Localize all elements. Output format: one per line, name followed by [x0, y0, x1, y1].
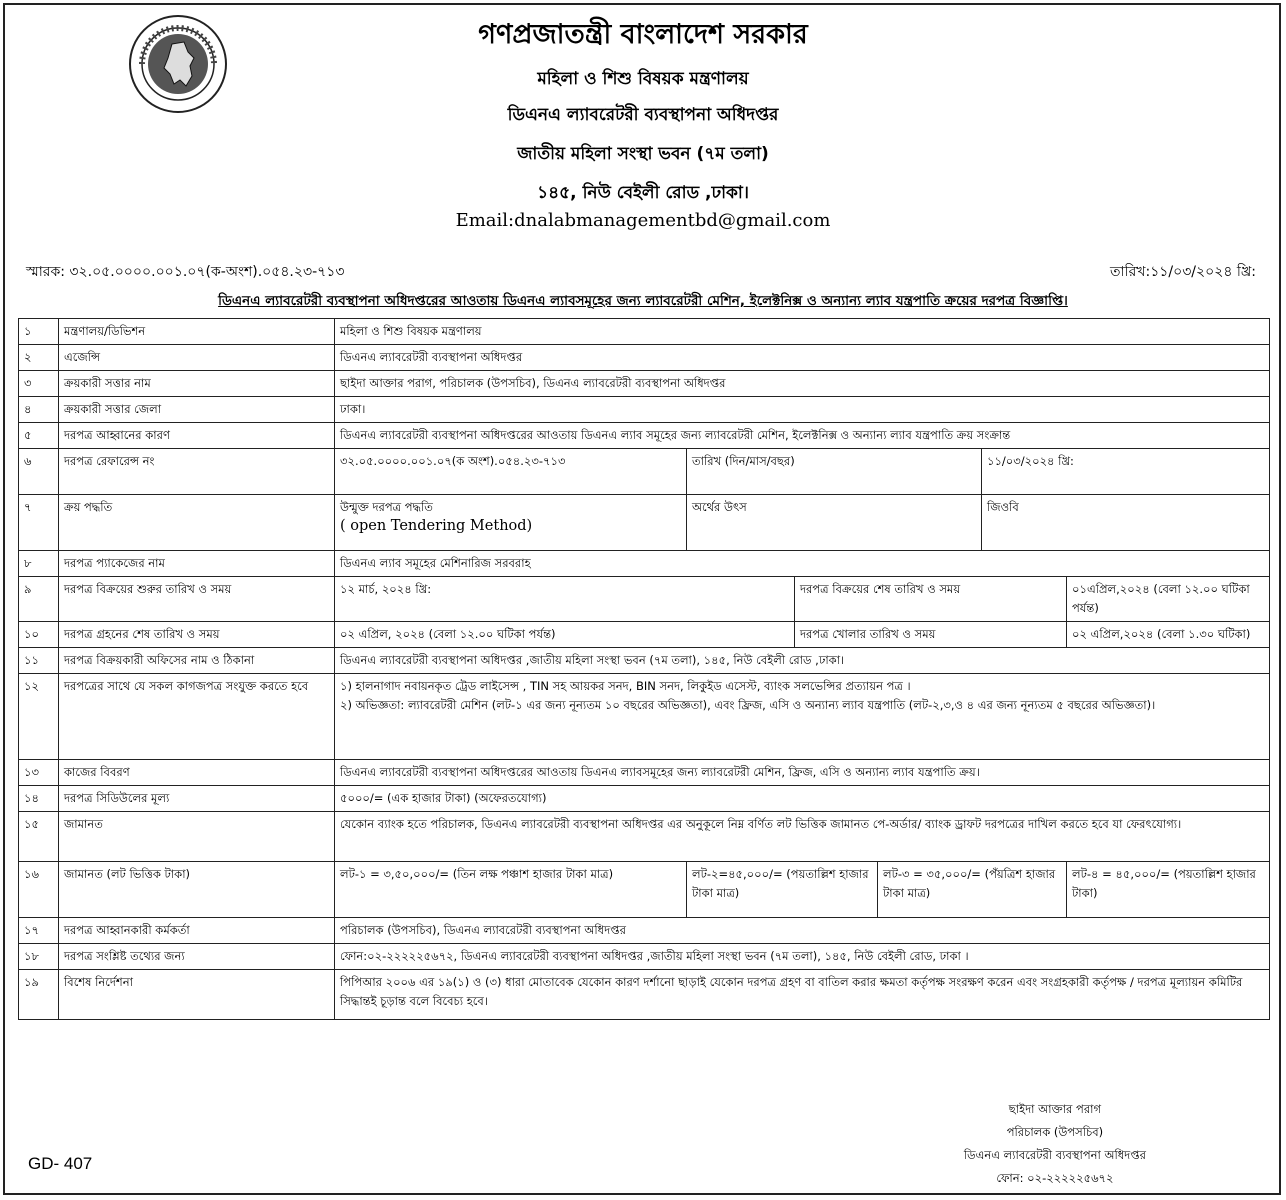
row-value: যেকোন ব্যাংক হতে পরিচালক, ডিএনএ ল্যাবরেটরী ব্যবস্থাপনা অধিদপ্তর এর অনুকূলে নিম্ন বর্ণিত লট ভিত্তিক জামানত পে-অর্ডার/ ব্যাংক ড্রাফট দরপত্রের দাখিল করতে হবে যা ফেরৎযোগ্য।	[335, 812, 1270, 862]
signature-block	[964, 1098, 1146, 1190]
lot-1-security: লট-১ = ৩,৫০,০০০/= (তিন লক্ষ পঞ্চাশ হাজার টাকা মাত্র)	[335, 862, 687, 918]
table-row	[19, 648, 1270, 674]
row-value: ০২ এপ্রিল, ২০২৪ (বেলা ১২.০০ ঘটিকা পর্যন্ত)	[335, 622, 795, 648]
row-label: মন্ত্রণালয়/ডিভিশন	[59, 319, 335, 345]
row-value: ঢাকা।	[335, 397, 1270, 423]
memo-reference: স্মারক: ৩২.০৫.০০০০.০০১.০৭(ক-অংশ).০৫৪.২৩-৭১৩	[26, 264, 345, 280]
row-label-secondary: দরপত্র বিক্রয়ের শেষ তারিখ ও সময়	[795, 577, 1067, 622]
row-number: ১	[19, 319, 59, 345]
row-number: ১৫	[19, 812, 59, 862]
row-label: দরপত্র প্যাকেজের নাম	[59, 551, 335, 577]
row-value-secondary: ১১/০৩/২০২৪ খ্রি:	[982, 449, 1270, 495]
table-row	[19, 944, 1270, 970]
row-number: ৮	[19, 551, 59, 577]
row-label-secondary: অর্থের উৎস	[687, 495, 982, 551]
row-label-secondary: দরপত্র খোলার তারিখ ও সময়	[795, 622, 1067, 648]
table-row	[19, 449, 1270, 495]
gd-code: GD- 407	[28, 1154, 93, 1173]
row-number: ৯	[19, 577, 59, 622]
row-number: ১৭	[19, 918, 59, 944]
table-row	[19, 918, 1270, 944]
government-title: গণপ্রজাতন্ত্রী বাংলাদেশ সরকার	[478, 19, 808, 50]
row-value: ১২ মার্চ, ২০২৪ খ্রি:	[335, 577, 795, 622]
row-number: ৫	[19, 423, 59, 449]
lot-2-security: লট-২=৪৫,০০০/= (পয়তাল্লিশ হাজার টাকা মাত্র)	[687, 862, 878, 918]
row-value: ডিএনএ ল্যাবরেটরী ব্যবস্থাপনা অধিদপ্তর	[335, 345, 1270, 371]
row-number: ১৩	[19, 760, 59, 786]
row-label: ক্রয়কারী সত্তার নাম	[59, 371, 335, 397]
row-label: দরপত্র সংশ্লিষ্ট তথ্যের জন্য	[59, 944, 335, 970]
row-value: ৫০০০/= (এক হাজার টাকা) (অফেরতযোগ্য)	[335, 786, 1270, 812]
row-value	[335, 495, 687, 551]
table-row	[19, 622, 1270, 648]
row-label: দরপত্র সিডিউলের মূল্য	[59, 786, 335, 812]
row-number: ১২	[19, 674, 59, 760]
row-label: দরপত্র বিক্রয়কারী অফিসের নাম ও ঠিকানা	[59, 648, 335, 674]
signatory-phone: ফোন: ০২-২২২২২৫৬৭২	[996, 1171, 1114, 1185]
row-number: ৪	[19, 397, 59, 423]
department-name: ডিএনএ ল্যাবরেটরী ব্যবস্থাপনা অধিদপ্তর	[507, 105, 779, 125]
required-documents: ১) হালনাগাদ নবায়নকৃত ট্রেড লাইসেন্স , TIN সহ আয়কর সনদ, BIN সনদ, লিকুইড এসেস্ট, ব্যাংক সলভেন্সির প্রত্যায়ন পত্র ।	[340, 679, 911, 693]
row-value: মহিলা ও শিশু বিষয়ক মন্ত্রণালয়	[335, 319, 1270, 345]
signatory-office: ডিএনএ ল্যাবরেটরী ব্যবস্থাপনা অধিদপ্তর	[963, 1148, 1146, 1162]
table-row	[19, 970, 1270, 1020]
table-row	[19, 862, 1270, 918]
row-number: ১৪	[19, 786, 59, 812]
lot-3-security: লট-৩ = ৩৫,০০০/= (পঁয়ত্রিশ হাজার টাকা মাত্র)	[878, 862, 1067, 918]
table-row	[19, 371, 1270, 397]
row-value: পরিচালক (উপসচিব), ডিএনএ ল্যাবরেটরী ব্যবস্থাপনা অধিদপ্তর	[335, 918, 1270, 944]
procurement-method: উন্মুক্ত দরপত্র পদ্ধতি	[340, 500, 433, 514]
row-number: ৩	[19, 371, 59, 397]
row-label: বিশেষ নির্দেশনা	[59, 970, 335, 1020]
row-value-secondary: ০১এপ্রিল,২০২৪ (বেলা ১২.০০ ঘটিকা পর্যন্ত)	[1067, 577, 1270, 622]
ministry-name: মহিলা ও শিশু বিষয়ক মন্ত্রণালয়	[537, 69, 749, 89]
lot-4-security: লট-৪ = ৪৫,০০০/= (পয়তাল্লিশ হাজার টাকা)	[1067, 862, 1270, 918]
row-number: ৬	[19, 449, 59, 495]
row-label: জামানত (লট ভিত্তিক টাকা)	[59, 862, 335, 918]
table-row	[19, 760, 1270, 786]
office-address: ১৪৫, নিউ বেইলী রোড ,ঢাকা।	[537, 183, 749, 203]
row-number: ১৬	[19, 862, 59, 918]
row-label: এজেন্সি	[59, 345, 335, 371]
table-row	[19, 345, 1270, 371]
row-number: ১০	[19, 622, 59, 648]
row-label: দরপত্র আহ্বানের কারণ	[59, 423, 335, 449]
row-label: দরপত্র বিক্রয়ের শুরুর তারিখ ও সময়	[59, 577, 335, 622]
row-value: ডিএনএ ল্যাবরেটরী ব্যবস্থাপনা অধিদপ্তরের আওতায় ডিএনএ ল্যাব সমূহের জন্য ল্যাবরেটরী মেশিন, ইলেক্টনিক্স ও অন্যান্য ল্যাব যন্ত্রপাতি ক্রয় সংক্রান্ত	[335, 423, 1270, 449]
signatory-name: ছাইদা আক্তার পরাগ	[1008, 1102, 1102, 1116]
table-row	[19, 397, 1270, 423]
table-row	[19, 423, 1270, 449]
row-value: ছাইদা আক্তার পরাগ, পরিচালক (উপসচিব), ডিএনএ ল্যাবরেটরী ব্যবস্থাপনা অধিদপ্তর	[335, 371, 1270, 397]
row-number: ১৮	[19, 944, 59, 970]
row-value: ফোন:০২-২২২২২৫৬৭২, ডিএনএ ল্যাবরেটরী ব্যবস্থাপনা অধিদপ্তর ,জাতীয় মহিলা সংস্থা ভবন (৭ম তলা), ১৪৫, নিউ বেইলী রোড, ঢাকা ।	[335, 944, 1270, 970]
required-experience: ২) অভিজ্ঞতা: ল্যাবরেটরী মেশিন (লট-১ এর জন্য নূন্যতম ১০ বছরের অভিজ্ঞতা), এবং ফ্রিজ, এসি ও অন্যান্য ল্যাব যন্ত্রপাতি (লট-২,৩,ও ৪ এর জন্য নূন্যতম ৫ বছরের অভিজ্ঞতা)।	[340, 698, 1156, 712]
row-label: কাজের বিবরণ	[59, 760, 335, 786]
row-label: ক্রয়কারী সত্তার জেলা	[59, 397, 335, 423]
row-number: ১৯	[19, 970, 59, 1020]
row-value-secondary: ০২ এপ্রিল,২০২৪ (বেলা ১.৩০ ঘটিকা)	[1067, 622, 1270, 648]
row-label: দরপত্র গ্রহনের শেষ তারিখ ও সময়	[59, 622, 335, 648]
row-value: ডিএনএ ল্যাব সমূহের মেশিনারিজ সরবরাহ	[335, 551, 1270, 577]
building-name: জাতীয় মহিলা সংস্থা ভবন (৭ম তলা)	[517, 144, 769, 164]
row-value	[335, 674, 1270, 760]
table-row	[19, 551, 1270, 577]
row-value-secondary: জিওবি	[982, 495, 1270, 551]
table-row	[19, 786, 1270, 812]
procurement-method-english: ( open Tendering Method)	[340, 518, 533, 534]
tender-table	[18, 318, 1270, 1020]
row-label-secondary: তারিখ (দিন/মাস/বছর)	[687, 449, 982, 495]
table-row	[19, 495, 1270, 551]
row-number: ২	[19, 345, 59, 371]
notice-subject: ডিএনএ ল্যাবরেটরী ব্যবস্থাপনা অধিদপ্তরের আওতায় ডিএনএ ল্যাবসমূহের জন্য ল্যাবরেটরী মেশিন, ইলেক্টনিক্স ও অন্যান্য ল্যাব যন্ত্রপাতি ক্রয়ের দরপত্র বিজ্ঞাপ্তি।	[218, 293, 1068, 309]
row-value: ডিএনএ ল্যাবরেটরী ব্যবস্থাপনা অধিদপ্তর ,জাতীয় মহিলা সংস্থা ভবন (৭ম তলা), ১৪৫, নিউ বেইলী রোড ,ঢাকা।	[335, 648, 1270, 674]
memo-date: তারিখ:১১/০৩/২০২৪ খ্রি:	[1110, 264, 1256, 280]
row-number: ৭	[19, 495, 59, 551]
table-row	[19, 674, 1270, 760]
row-label: দরপত্রের সাথে যে সকল কাগজপত্র সংযুক্ত করতে হবে	[59, 674, 335, 760]
table-row	[19, 577, 1270, 622]
row-value: ডিএনএ ল্যাবরেটরী ব্যবস্থাপনা অধিদপ্তরের আওতায় ডিএনএ ল্যাবসমূহের জন্য ল্যাবরেটরী মেশিন, ফ্রিজ, এসি ও অন্যান্য ল্যাব যন্ত্রপাতি ক্রয়।	[335, 760, 1270, 786]
email-address: Email:dnalabmanagementbd@gmail.com	[455, 210, 831, 231]
row-number: ১১	[19, 648, 59, 674]
row-label: জামানত	[59, 812, 335, 862]
row-label: দরপত্র রেফারেন্স নং	[59, 449, 335, 495]
table-row	[19, 812, 1270, 862]
table-row	[19, 319, 1270, 345]
row-label: ক্রয় পদ্ধতি	[59, 495, 335, 551]
signatory-designation: পরিচালক (উপসচিব)	[1006, 1125, 1104, 1139]
row-value: ৩২.০৫.০০০০.০০১.০৭(ক অংশ).০৫৪.২৩-৭১৩	[335, 449, 687, 495]
row-label: দরপত্র আহ্বানকারী কর্মকর্তা	[59, 918, 335, 944]
row-value: পিপিআর ২০০৬ এর ১৯(১) ও (৩) ধারা মোতাবেক যেকোন কারণ দর্শানো ছাড়াই যেকোন দরপত্র গ্রহণ বা বাতিল করার ক্ষমতা কর্তৃপক্ষ সংরক্ষণ করেন এবং সংগ্রহকারী কর্তৃপক্ষ / দরপত্র মূল্যায়ন কমিটির সিদ্ধান্তই চূড়ান্ত বলে বিবেচ্য হবে।	[335, 970, 1270, 1020]
